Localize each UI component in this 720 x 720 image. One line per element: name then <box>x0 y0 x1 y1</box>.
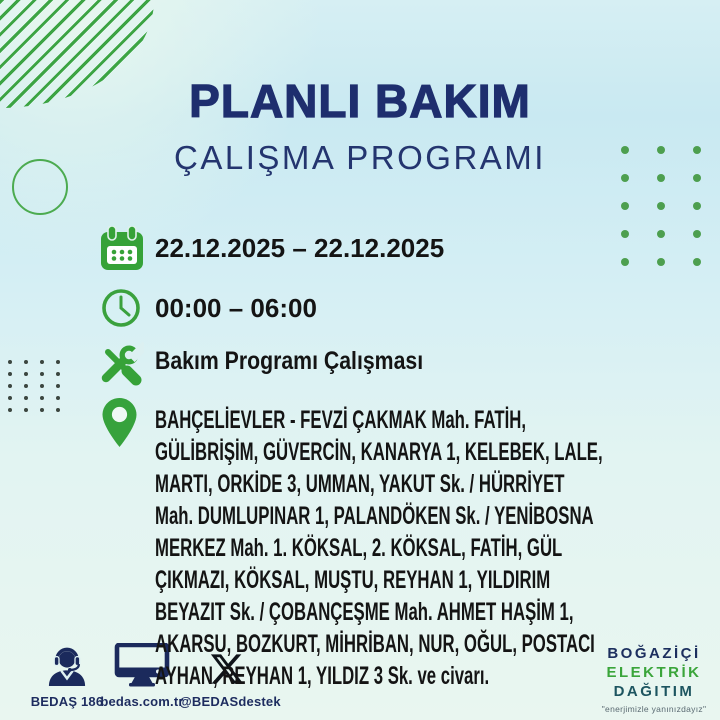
dots-pattern-left <box>8 360 60 412</box>
dot <box>56 384 60 388</box>
dot <box>657 202 665 210</box>
dot <box>24 408 28 412</box>
dot <box>621 258 629 266</box>
social-label[interactable]: @BEDASdestek <box>179 694 281 709</box>
dot <box>56 372 60 376</box>
date-range: 22.12.2025 – 22.12.2025 <box>155 233 445 263</box>
dot <box>56 408 60 412</box>
phone-label[interactable]: BEDAŞ 186 <box>30 694 104 709</box>
affected-areas-line: AKARSU, BOZKURT, MİHRİBAN, NUR, OĞUL, POSTACI <box>155 630 595 658</box>
dot <box>24 384 28 388</box>
dot <box>621 230 629 238</box>
dot <box>8 360 12 364</box>
header <box>0 74 720 177</box>
dot <box>24 396 28 400</box>
dot <box>40 360 44 364</box>
affected-areas-line: BEYAZIT Sk. / ÇOBANÇEŞME Mah. AHMET HAŞİM 1, <box>155 598 574 626</box>
dot <box>8 408 12 412</box>
dot <box>8 384 12 388</box>
dot <box>40 372 44 376</box>
clock-icon <box>100 287 142 334</box>
affected-areas <box>155 404 603 692</box>
dot <box>40 384 44 388</box>
page-title: PLANLI BAKIM <box>189 75 531 127</box>
affected-areas-line: GÜLİBRİŞİM, GÜVERCİN, KANARYA 1, KELEBEK, LALE, <box>155 438 603 466</box>
dot <box>24 372 28 376</box>
dot <box>8 396 12 400</box>
location-pin-icon <box>101 397 138 454</box>
website-label[interactable]: bedas.com.tr <box>100 694 184 709</box>
time-range: 00:00 – 06:00 <box>155 293 317 323</box>
dot <box>40 396 44 400</box>
dot <box>621 202 629 210</box>
dot <box>24 360 28 364</box>
page-subtitle: ÇALIŞMA PROGRAMI <box>174 139 546 176</box>
dot <box>8 372 12 376</box>
affected-areas-line: AYHAN, REYHAN 1, YILDIZ 3 Sk. ve civarı. <box>155 662 490 690</box>
dot <box>56 360 60 364</box>
affected-areas-line: BAHÇELİEVLER - FEVZİ ÇAKMAK Mah. FATİH, <box>155 406 526 434</box>
affected-areas-line: MERKEZ Mah. 1. KÖKSAL, 2. KÖKSAL, FATİH, GÜL <box>155 534 563 562</box>
dot <box>56 396 60 400</box>
tools-icon <box>96 340 144 393</box>
calendar-icon <box>100 226 144 277</box>
logo-tagline: "enerjimizle yanınızdayız" <box>601 704 707 714</box>
dot <box>657 258 665 266</box>
work-type: Bakım Programı Çalışması <box>155 347 424 375</box>
bedas-logo <box>594 645 714 714</box>
dot <box>657 230 665 238</box>
dot <box>693 202 701 210</box>
affected-areas-line: ÇIKMAZI, KÖKSAL, MUŞTU, REYHAN 1, YILDIRIM <box>155 566 551 594</box>
dot <box>693 230 701 238</box>
logo-line-3: DAĞITIM <box>613 683 695 700</box>
logo-line-1: BOĞAZİÇİ <box>607 645 701 662</box>
logo-line-2: ELEKTRİK <box>606 664 702 681</box>
affected-areas-line: Mah. DUMLUPINAR 1, PALANDÖKEN Sk. / YENİBOSNA <box>155 502 594 530</box>
dot <box>693 258 701 266</box>
affected-areas-line: MARTI, ORKİDE 3, UMMAN, YAKUT Sk. / HÜRRİYET <box>155 470 565 498</box>
dot <box>40 408 44 412</box>
